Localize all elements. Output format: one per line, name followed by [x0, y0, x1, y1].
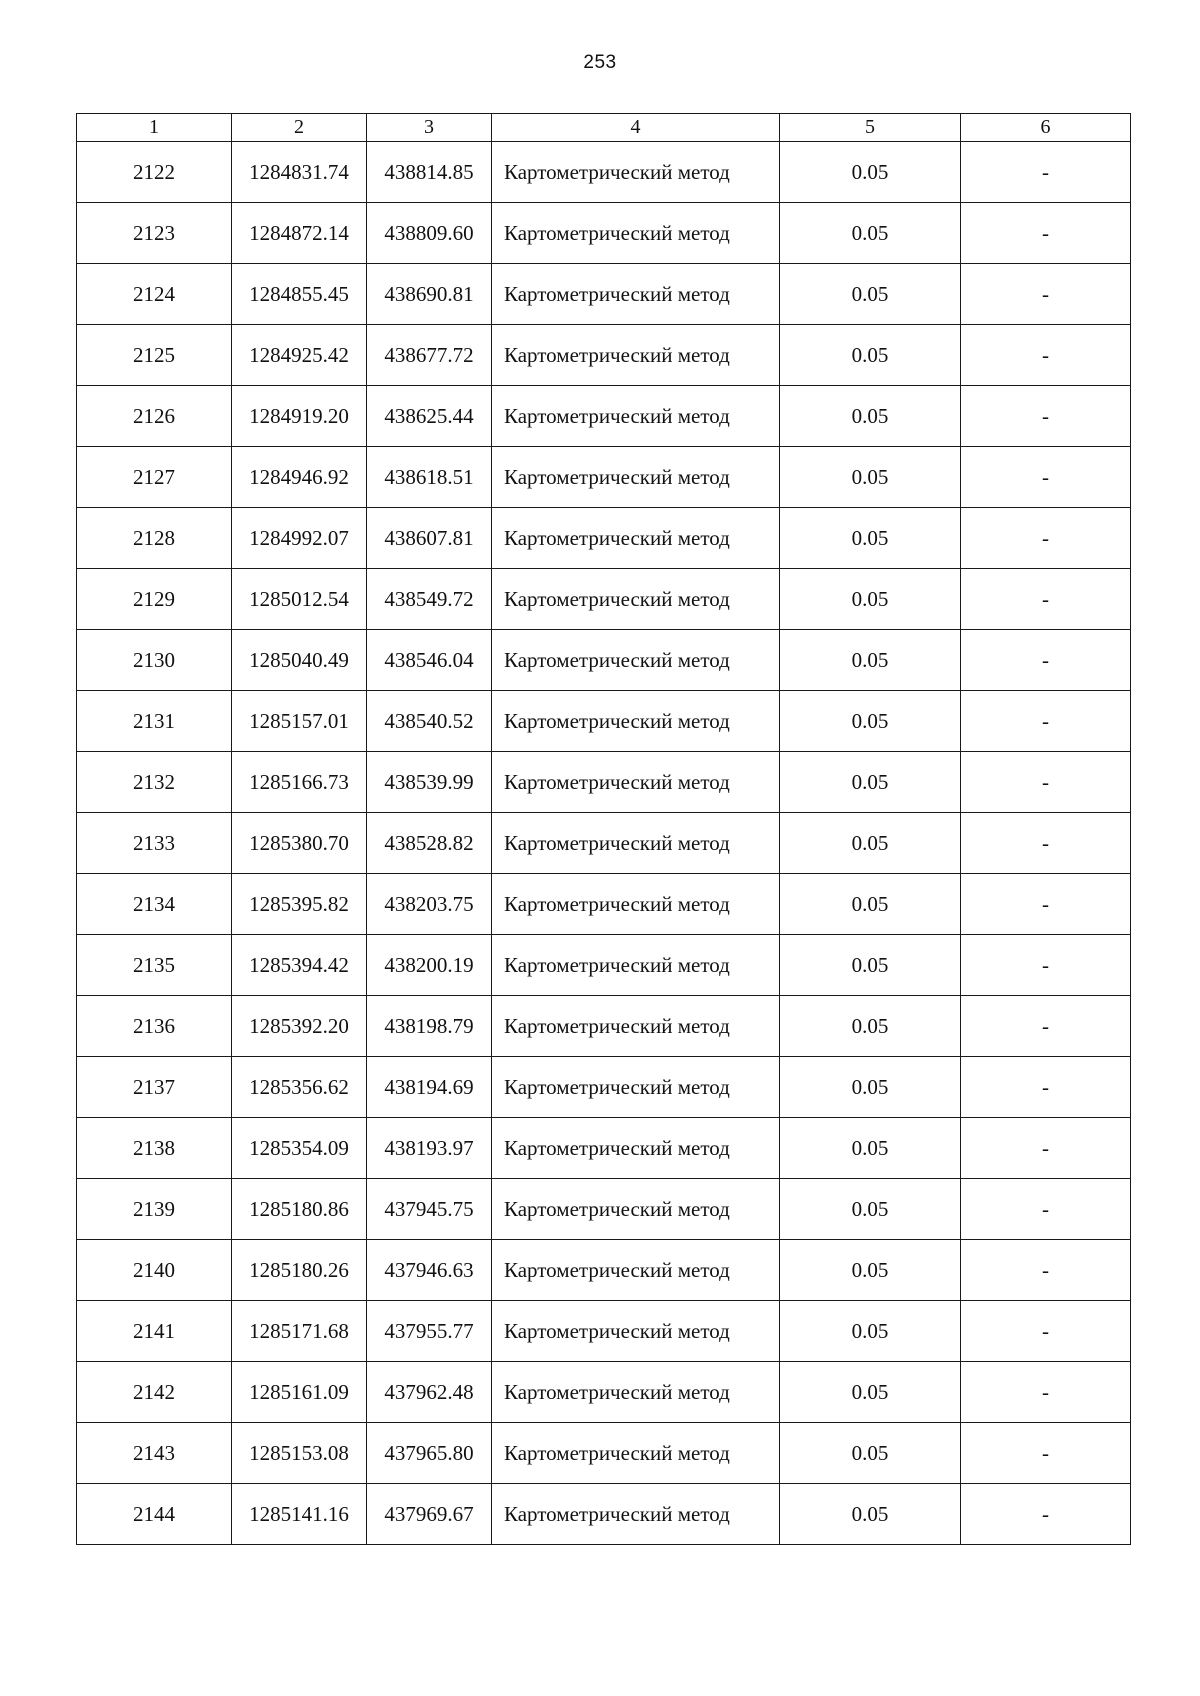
description-cell: -	[961, 996, 1131, 1057]
method-cell: Картометрический метод	[492, 1179, 780, 1240]
x-coordinate-cell: 1284992.07	[232, 508, 367, 569]
description-cell: -	[961, 1301, 1131, 1362]
accuracy-cell: 0.05	[780, 386, 961, 447]
coordinates-table	[76, 113, 1131, 1545]
point-number-cell: 2135	[77, 935, 232, 996]
x-coordinate-cell: 1284919.20	[232, 386, 367, 447]
y-coordinate-cell: 437962.48	[367, 1362, 492, 1423]
accuracy-cell: 0.05	[780, 874, 961, 935]
x-coordinate-cell: 1285394.42	[232, 935, 367, 996]
description-cell: -	[961, 691, 1131, 752]
table-row	[77, 1118, 1131, 1179]
x-coordinate-cell: 1285180.86	[232, 1179, 367, 1240]
page-number: 253	[583, 52, 617, 73]
table-row	[77, 630, 1131, 691]
table-row	[77, 508, 1131, 569]
table-row	[77, 569, 1131, 630]
accuracy-cell: 0.05	[780, 752, 961, 813]
point-number-cell: 2138	[77, 1118, 232, 1179]
x-coordinate-cell: 1285157.01	[232, 691, 367, 752]
y-coordinate-cell: 438200.19	[367, 935, 492, 996]
accuracy-cell: 0.05	[780, 813, 961, 874]
method-cell: Картометрический метод	[492, 1057, 780, 1118]
method-cell: Картометрический метод	[492, 1240, 780, 1301]
description-cell: -	[961, 203, 1131, 264]
accuracy-cell: 0.05	[780, 325, 961, 386]
description-cell: -	[961, 1118, 1131, 1179]
method-cell: Картометрический метод	[492, 386, 780, 447]
point-number-cell: 2141	[77, 1301, 232, 1362]
accuracy-cell: 0.05	[780, 1118, 961, 1179]
table-row	[77, 935, 1131, 996]
method-cell: Картометрический метод	[492, 1118, 780, 1179]
description-cell: -	[961, 1240, 1131, 1301]
accuracy-cell: 0.05	[780, 264, 961, 325]
x-coordinate-cell: 1285141.16	[232, 1484, 367, 1545]
accuracy-cell: 0.05	[780, 1179, 961, 1240]
column-header-5: 5	[780, 114, 961, 142]
x-coordinate-cell: 1284831.74	[232, 142, 367, 203]
y-coordinate-cell: 438809.60	[367, 203, 492, 264]
table-row	[77, 1301, 1131, 1362]
x-coordinate-cell: 1285012.54	[232, 569, 367, 630]
table-row	[77, 1484, 1131, 1545]
y-coordinate-cell: 438814.85	[367, 142, 492, 203]
x-coordinate-cell: 1285171.68	[232, 1301, 367, 1362]
method-cell: Картометрический метод	[492, 569, 780, 630]
description-cell: -	[961, 1057, 1131, 1118]
method-cell: Картометрический метод	[492, 1484, 780, 1545]
description-cell: -	[961, 813, 1131, 874]
table-row	[77, 264, 1131, 325]
description-cell: -	[961, 325, 1131, 386]
accuracy-cell: 0.05	[780, 1301, 961, 1362]
accuracy-cell: 0.05	[780, 630, 961, 691]
description-cell: -	[961, 935, 1131, 996]
description-cell: -	[961, 386, 1131, 447]
point-number-cell: 2124	[77, 264, 232, 325]
method-cell: Картометрический метод	[492, 447, 780, 508]
method-cell: Картометрический метод	[492, 264, 780, 325]
point-number-cell: 2144	[77, 1484, 232, 1545]
point-number-cell: 2129	[77, 569, 232, 630]
x-coordinate-cell: 1285161.09	[232, 1362, 367, 1423]
accuracy-cell: 0.05	[780, 508, 961, 569]
y-coordinate-cell: 438677.72	[367, 325, 492, 386]
method-cell: Картометрический метод	[492, 1301, 780, 1362]
x-coordinate-cell: 1285180.26	[232, 1240, 367, 1301]
point-number-cell: 2136	[77, 996, 232, 1057]
table-row	[77, 813, 1131, 874]
table-row	[77, 691, 1131, 752]
y-coordinate-cell: 438528.82	[367, 813, 492, 874]
description-cell: -	[961, 1484, 1131, 1545]
method-cell: Картометрический метод	[492, 691, 780, 752]
table-row	[77, 142, 1131, 203]
table-row	[77, 752, 1131, 813]
method-cell: Картометрический метод	[492, 813, 780, 874]
x-coordinate-cell: 1285040.49	[232, 630, 367, 691]
description-cell: -	[961, 752, 1131, 813]
method-cell: Картометрический метод	[492, 874, 780, 935]
point-number-cell: 2132	[77, 752, 232, 813]
table-row	[77, 1240, 1131, 1301]
description-cell: -	[961, 569, 1131, 630]
y-coordinate-cell: 438540.52	[367, 691, 492, 752]
accuracy-cell: 0.05	[780, 1057, 961, 1118]
description-cell: -	[961, 142, 1131, 203]
x-coordinate-cell: 1285166.73	[232, 752, 367, 813]
x-coordinate-cell: 1284872.14	[232, 203, 367, 264]
column-header-1: 1	[77, 114, 232, 142]
description-cell: -	[961, 264, 1131, 325]
point-number-cell: 2128	[77, 508, 232, 569]
table-row	[77, 1057, 1131, 1118]
method-cell: Картометрический метод	[492, 752, 780, 813]
description-cell: -	[961, 508, 1131, 569]
column-header-3: 3	[367, 114, 492, 142]
method-cell: Картометрический метод	[492, 508, 780, 569]
method-cell: Картометрический метод	[492, 1362, 780, 1423]
y-coordinate-cell: 438690.81	[367, 264, 492, 325]
method-cell: Картометрический метод	[492, 1423, 780, 1484]
y-coordinate-cell: 437945.75	[367, 1179, 492, 1240]
accuracy-cell: 0.05	[780, 569, 961, 630]
y-coordinate-cell: 437946.63	[367, 1240, 492, 1301]
accuracy-cell: 0.05	[780, 203, 961, 264]
y-coordinate-cell: 438198.79	[367, 996, 492, 1057]
x-coordinate-cell: 1285354.09	[232, 1118, 367, 1179]
accuracy-cell: 0.05	[780, 935, 961, 996]
table-row	[77, 1423, 1131, 1484]
method-cell: Картометрический метод	[492, 203, 780, 264]
point-number-cell: 2127	[77, 447, 232, 508]
accuracy-cell: 0.05	[780, 1484, 961, 1545]
y-coordinate-cell: 438607.81	[367, 508, 492, 569]
accuracy-cell: 0.05	[780, 1362, 961, 1423]
x-coordinate-cell: 1285380.70	[232, 813, 367, 874]
y-coordinate-cell: 438203.75	[367, 874, 492, 935]
point-number-cell: 2140	[77, 1240, 232, 1301]
method-cell: Картометрический метод	[492, 142, 780, 203]
point-number-cell: 2134	[77, 874, 232, 935]
x-coordinate-cell: 1284925.42	[232, 325, 367, 386]
accuracy-cell: 0.05	[780, 142, 961, 203]
x-coordinate-cell: 1284855.45	[232, 264, 367, 325]
y-coordinate-cell: 438193.97	[367, 1118, 492, 1179]
table-row	[77, 203, 1131, 264]
column-header-6: 6	[961, 114, 1131, 142]
x-coordinate-cell: 1285153.08	[232, 1423, 367, 1484]
description-cell: -	[961, 1362, 1131, 1423]
column-header-4: 4	[492, 114, 780, 142]
accuracy-cell: 0.05	[780, 691, 961, 752]
method-cell: Картометрический метод	[492, 935, 780, 996]
column-header-2: 2	[232, 114, 367, 142]
y-coordinate-cell: 437965.80	[367, 1423, 492, 1484]
table-row	[77, 1179, 1131, 1240]
x-coordinate-cell: 1285356.62	[232, 1057, 367, 1118]
point-number-cell: 2123	[77, 203, 232, 264]
point-number-cell: 2143	[77, 1423, 232, 1484]
point-number-cell: 2130	[77, 630, 232, 691]
x-coordinate-cell: 1284946.92	[232, 447, 367, 508]
table-row	[77, 1362, 1131, 1423]
point-number-cell: 2125	[77, 325, 232, 386]
method-cell: Картометрический метод	[492, 325, 780, 386]
point-number-cell: 2126	[77, 386, 232, 447]
point-number-cell: 2139	[77, 1179, 232, 1240]
y-coordinate-cell: 438549.72	[367, 569, 492, 630]
accuracy-cell: 0.05	[780, 1240, 961, 1301]
table-row	[77, 874, 1131, 935]
y-coordinate-cell: 438539.99	[367, 752, 492, 813]
table-body	[77, 142, 1131, 1545]
method-cell: Картометрический метод	[492, 630, 780, 691]
point-number-cell: 2142	[77, 1362, 232, 1423]
accuracy-cell: 0.05	[780, 447, 961, 508]
x-coordinate-cell: 1285395.82	[232, 874, 367, 935]
y-coordinate-cell: 438625.44	[367, 386, 492, 447]
y-coordinate-cell: 437955.77	[367, 1301, 492, 1362]
table-row	[77, 996, 1131, 1057]
method-cell: Картометрический метод	[492, 996, 780, 1057]
x-coordinate-cell: 1285392.20	[232, 996, 367, 1057]
table-row	[77, 447, 1131, 508]
table-row	[77, 386, 1131, 447]
description-cell: -	[961, 1179, 1131, 1240]
accuracy-cell: 0.05	[780, 996, 961, 1057]
description-cell: -	[961, 874, 1131, 935]
point-number-cell: 2131	[77, 691, 232, 752]
description-cell: -	[961, 447, 1131, 508]
y-coordinate-cell: 438194.69	[367, 1057, 492, 1118]
header-row	[77, 114, 1131, 142]
table-header	[77, 114, 1131, 142]
y-coordinate-cell: 437969.67	[367, 1484, 492, 1545]
point-number-cell: 2137	[77, 1057, 232, 1118]
accuracy-cell: 0.05	[780, 1423, 961, 1484]
table-row	[77, 325, 1131, 386]
description-cell: -	[961, 1423, 1131, 1484]
point-number-cell: 2133	[77, 813, 232, 874]
point-number-cell: 2122	[77, 142, 232, 203]
y-coordinate-cell: 438546.04	[367, 630, 492, 691]
y-coordinate-cell: 438618.51	[367, 447, 492, 508]
description-cell: -	[961, 630, 1131, 691]
